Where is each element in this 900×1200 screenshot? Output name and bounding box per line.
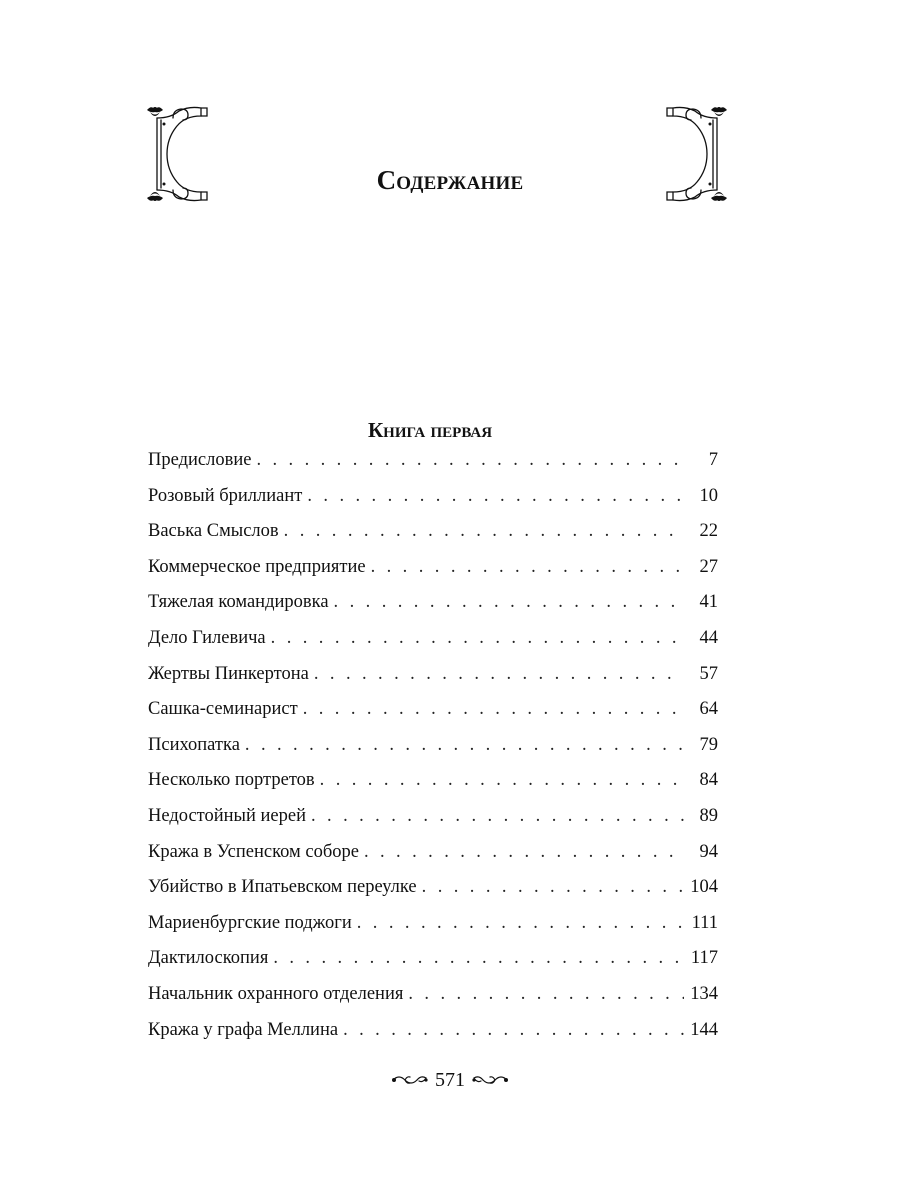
toc-entry-title: Несколько портретов — [148, 770, 315, 791]
toc-entry[interactable] — [148, 588, 718, 624]
toc-entry-page-number: 144 — [690, 1019, 718, 1040]
toc-entry-page-number: 64 — [699, 699, 718, 720]
flourish-right-icon — [471, 1072, 509, 1088]
toc-entry-page-number: 10 — [699, 485, 718, 506]
toc-entry[interactable] — [148, 1016, 718, 1052]
dot-leader — [256, 446, 684, 474]
toc-entry[interactable] — [148, 517, 718, 553]
dot-leader — [422, 873, 684, 901]
scroll-frame-right-icon — [659, 98, 731, 210]
toc-entry[interactable] — [148, 482, 718, 518]
toc-entry[interactable] — [148, 944, 718, 980]
toc-entry[interactable] — [148, 802, 718, 838]
dot-leader — [343, 1016, 684, 1044]
toc-entry[interactable] — [148, 766, 718, 802]
toc-entry-title: Розовый бриллиант — [148, 485, 303, 506]
dot-leader — [303, 695, 684, 723]
toc-entry[interactable] — [148, 909, 718, 945]
dot-leader — [271, 624, 684, 652]
toc-entry-title: Тяжелая командировка — [148, 592, 329, 613]
toc-entry[interactable] — [148, 731, 718, 767]
dot-leader — [371, 553, 684, 581]
table-of-contents — [148, 446, 718, 1051]
toc-entry-page-number: 27 — [699, 556, 718, 577]
dot-leader — [320, 766, 684, 794]
toc-entry[interactable] — [148, 695, 718, 731]
dot-leader — [307, 482, 684, 510]
toc-entry-title: Мариенбургские поджоги — [148, 912, 352, 933]
toc-entry-title: Дело Гилевича — [148, 627, 266, 648]
dot-leader — [245, 731, 684, 759]
flourish-left-icon — [391, 1072, 429, 1088]
toc-entry-title: Жертвы Пинкертона — [148, 663, 309, 684]
toc-entry-page-number: 84 — [699, 770, 718, 791]
toc-entry-page-number: 57 — [699, 663, 718, 684]
toc-entry-page-number: 111 — [691, 912, 718, 933]
toc-entry-page-number: 41 — [699, 592, 718, 613]
toc-entry[interactable] — [148, 873, 718, 909]
dot-leader — [284, 517, 684, 545]
toc-entry-title: Сашка-семинарист — [148, 699, 298, 720]
dot-leader — [314, 660, 684, 688]
toc-entry-title: Недостойный иерей — [148, 805, 306, 826]
dot-leader — [273, 944, 684, 972]
dot-leader — [311, 802, 684, 830]
toc-entry[interactable] — [148, 446, 718, 482]
toc-entry-title: Кража у графа Меллина — [148, 1019, 339, 1040]
toc-entry-page-number: 44 — [699, 627, 718, 648]
toc-entry-page-number: 89 — [699, 805, 718, 826]
dot-leader — [334, 588, 684, 616]
toc-entry-page-number: 7 — [708, 450, 718, 470]
toc-entry[interactable] — [148, 553, 718, 589]
toc-entry[interactable] — [148, 660, 718, 696]
toc-entry-title: Психопатка — [148, 734, 240, 755]
toc-entry-page-number: 117 — [690, 948, 718, 969]
toc-entry-title: Начальник охранного отделения — [148, 983, 404, 1004]
page-footer — [375, 1065, 525, 1095]
toc-entry[interactable] — [148, 980, 718, 1016]
toc-entry-title: Кража в Успенском соборе — [148, 841, 359, 862]
toc-entry-title: Убийство в Ипатьевском переулке — [148, 877, 417, 898]
toc-entry[interactable] — [148, 838, 718, 874]
toc-entry[interactable] — [148, 624, 718, 660]
toc-entry-page-number: 104 — [690, 877, 718, 898]
toc-entry-title: Предисловие — [148, 450, 252, 470]
toc-entry-page-number: 94 — [699, 841, 718, 862]
toc-entry-title: Васька Смыслов — [148, 521, 279, 542]
toc-entry-page-number: 22 — [699, 521, 718, 542]
page-title: Содержание — [376, 165, 524, 196]
section-heading: Книга первая — [367, 418, 493, 443]
dot-leader — [364, 838, 684, 866]
dot-leader — [408, 980, 684, 1008]
page-number: 571 — [435, 1069, 465, 1091]
toc-entry-page-number: 134 — [690, 983, 718, 1004]
dot-leader — [357, 909, 684, 937]
toc-entry-title: Коммерческое предприятие — [148, 556, 366, 577]
scroll-frame-left-icon — [143, 98, 215, 210]
toc-entry-page-number: 79 — [699, 734, 718, 755]
toc-entry-title: Дактилоскопия — [148, 948, 269, 969]
